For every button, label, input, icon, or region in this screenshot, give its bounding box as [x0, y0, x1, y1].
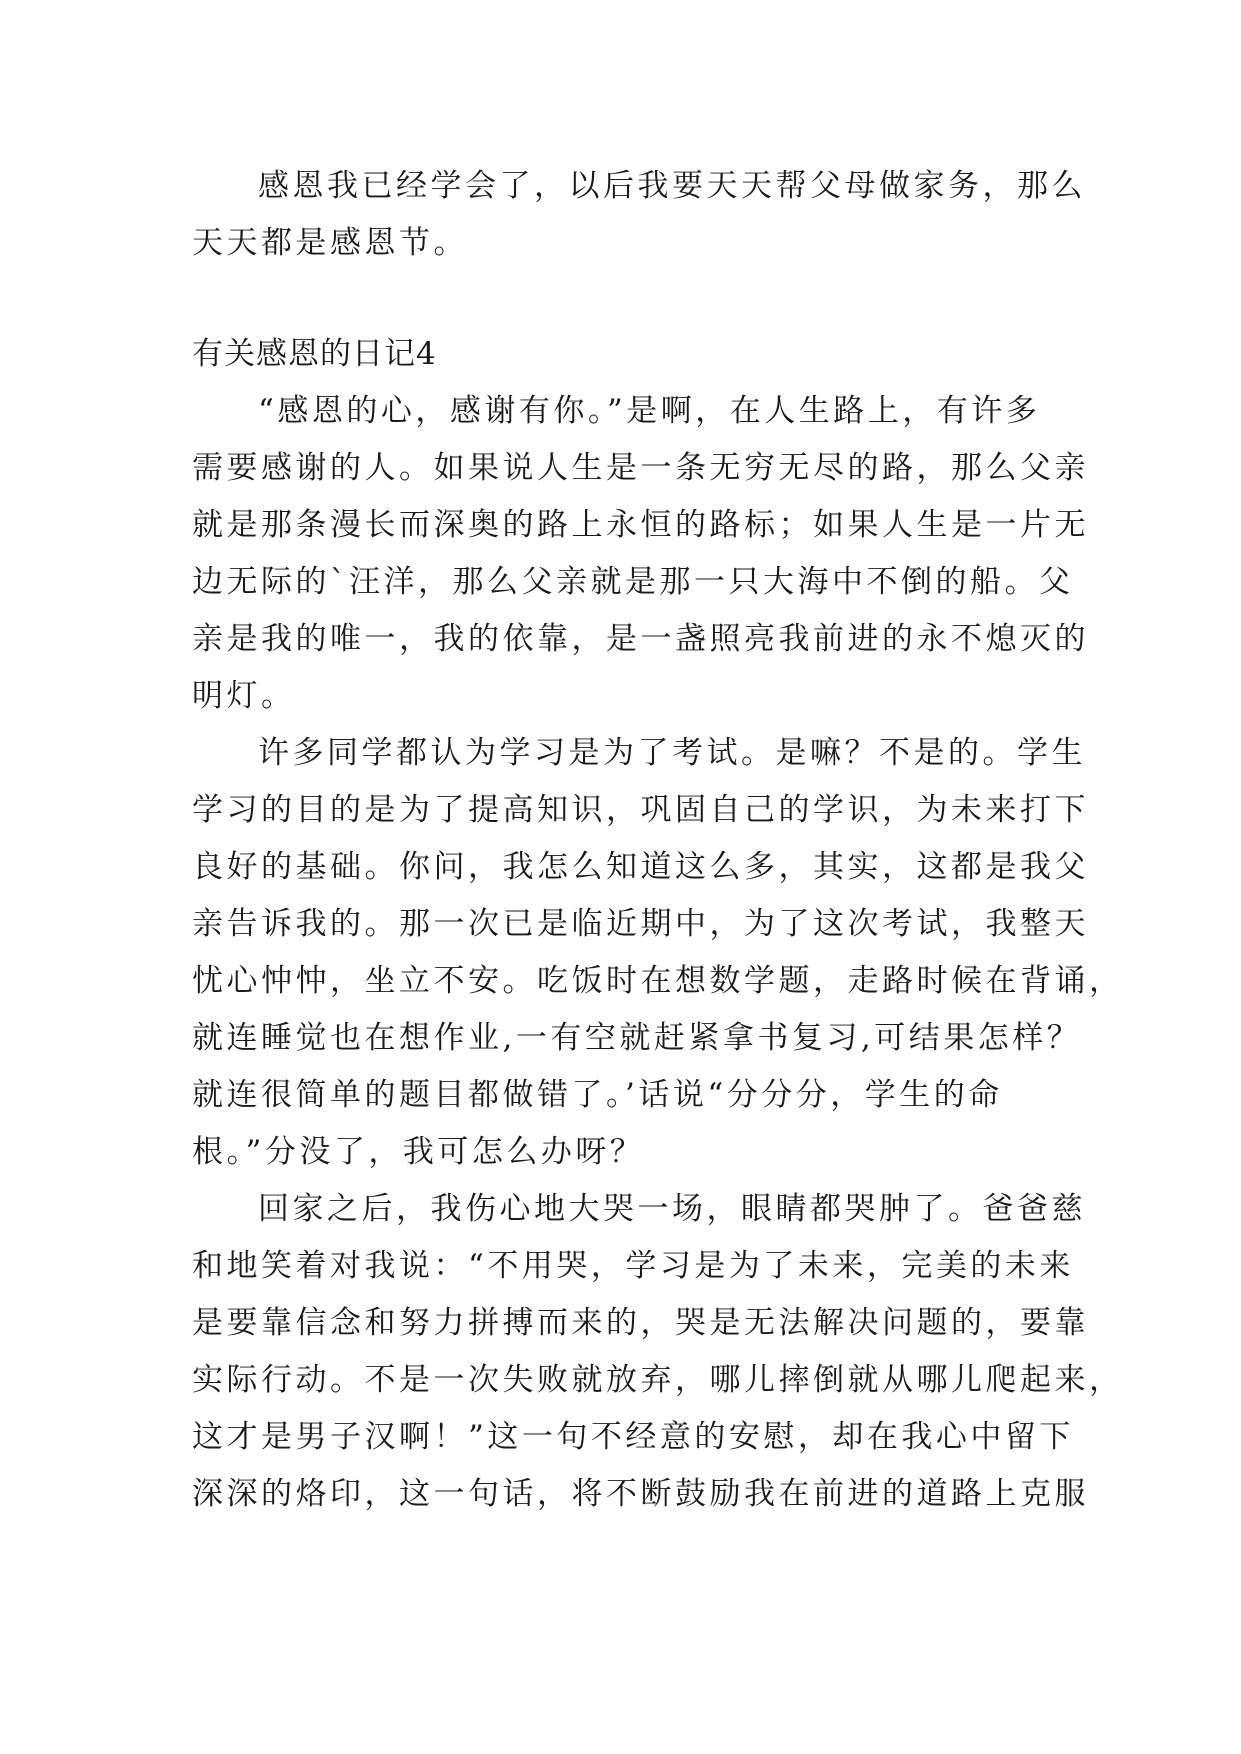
- paragraph-2-line: 良好的基础。你问，我怎么知道这么多，其实，这都是我父: [192, 849, 1089, 885]
- paragraph-1-line: 亲是我的唯一，我的依靠，是一盏照亮我前进的永不熄灭的: [192, 621, 1089, 657]
- paragraph-2-line: 根。”分没了，我可怎么办呀？: [192, 1134, 645, 1170]
- paragraph-1-line: 边无际的`汪洋，那么父亲就是那一只大海中不倒的船。父: [192, 564, 1074, 600]
- paragraph-3-line: 和地笑着对我说：“不用哭，学习是为了未来，完美的未来: [192, 1248, 1074, 1284]
- paragraph-2-line: 就连很简单的题目都做错了。’话说“分分分，学生的命: [192, 1077, 1003, 1113]
- paragraph-3-line: 这才是男子汉啊！”这一句不经意的安慰，却在我心中留下: [192, 1419, 1074, 1455]
- intro-line: 感恩我已经学会了，以后我要天天帮父母做家务，那么: [258, 168, 1086, 204]
- paragraph-3-line: 回家之后，我伤心地大哭一场，眼睛都哭肿了。爸爸慈: [258, 1191, 1086, 1227]
- paragraph-1-line: 就是那条漫长而深奥的路上永恒的路标；如果人生是一片无: [192, 507, 1089, 543]
- paragraph-1-line: 需要感谢的人。如果说人生是一条无穷无尽的路，那么父亲: [192, 450, 1089, 486]
- intro-line: 天天都是感恩节。: [192, 225, 468, 261]
- paragraph-1-line: “感恩的心，感谢有你。”是啊，在人生路上，有许多: [258, 393, 1041, 429]
- section-heading: 有关感恩的日记4: [192, 336, 437, 372]
- paragraph-2-line: 许多同学都认为学习是为了考试。是嘛？不是的。学生: [258, 735, 1086, 771]
- paragraph-3-line: 实际行动。不是一次失败就放弃，哪儿摔倒就从哪儿爬起来，: [192, 1362, 1124, 1398]
- paragraph-2-line: 学习的目的是为了提高知识，巩固自己的学识，为未来打下: [192, 792, 1089, 828]
- paragraph-2-line: 忧心忡忡，坐立不安。吃饭时在想数学题，走路时候在背诵，: [192, 963, 1124, 999]
- paragraph-3-line: 是要靠信念和努力拼搏而来的，哭是无法解决问题的，要靠: [192, 1305, 1089, 1341]
- paragraph-3-line: 深深的烙印，这一句话，将不断鼓励我在前进的道路上克服: [192, 1476, 1089, 1512]
- paragraph-2-line: 就连睡觉也在想作业,一有空就赶紧拿书复习,可结果怎样？: [192, 1020, 1082, 1056]
- paragraph-1-line: 明灯。: [192, 678, 296, 714]
- paragraph-2-line: 亲告诉我的。那一次已是临近期中，为了这次考试，我整天: [192, 906, 1089, 942]
